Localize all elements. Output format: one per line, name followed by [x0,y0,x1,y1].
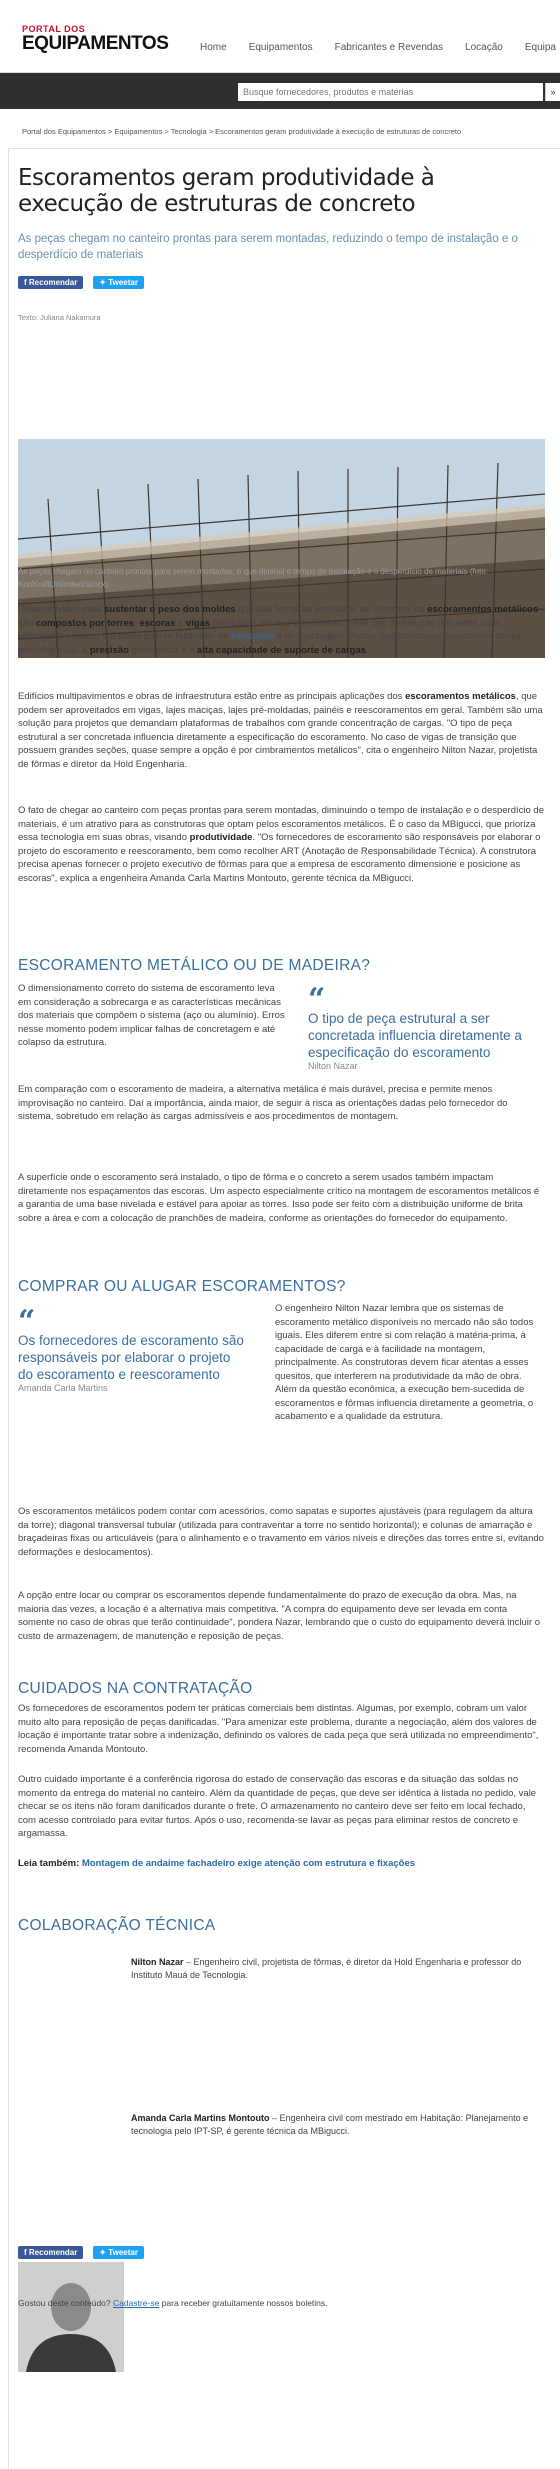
facebook-label: Recomendar [28,2248,78,2257]
main-nav [200,42,556,53]
pull-quote-1 [308,982,536,1071]
quote-1-author: Nilton Nazar [308,1061,358,1071]
paragraph-5: Em comparação com o escoramento de madeira, a alternativa metálica é mais durável, precisa e permite menos improvisação no canteiro. Daí a importância, ainda maior, de seguir à risca as orientações dadas pelo fornecedor do sistema, sobretudo em relação às cargas admissíveis e aos procedimentos de montagem. [18,1084,508,1122]
link-transporte[interactable]: transporte [231,631,275,642]
twitter-label: Tweetar [108,2248,138,2257]
paragraph-10: Os fornecedores de escoramentos podem ter práticas comerciais bem distintas. Algumas, por exemplo, cobram um valor muito alto para reposição de peças danificadas. "Para amenizar este problema, durante a negociação, além dos valores de locação é importante tratar sobre a indenização, definindo os valores de cada peça que será utilizada no empreendimento", recomenda Amanda Montouto. [18,1703,539,1755]
breadcrumb-current: Escoramentos geram produtividade à execução de estruturas de concreto [215,127,462,136]
read-also-link[interactable]: Montagem de andaime fachadeiro exige atenção com estrutura e fixações [81,1858,416,1869]
nav-equipa[interactable]: Equipa [524,42,556,53]
search-bar [0,73,560,109]
paragraph-6: A superfície onde o escoramento será instalado, o tipo de fôrma e o concreto a serem usados também impactam diretamente nos espaçamentos das escoras. Um aspecto especialmente crítico na montagem de escoramentos metálicos é a garantia de uma base nivelada e estável para apoiar as torres. Isso pode ser feito com a distribuição uniforme de brita sobre a área e com a colocação de pranchões de madeira, conforme as orientações do fornecedor do equipamento. [18,1172,540,1224]
collab-2: Amanda Carla Martins Montouto – Engenheira civil com mestrado em Habitação: Planejamento e tecnologia pelo IPT-SP, é gerente técnica da MBigucci. [131,2113,529,2136]
collab-1: Nilton Nazar – Engenheiro civil, projetista de fôrmas, é diretor da Hold Engenharia e professor do Instituto Mauá de Tecnologia. [131,1957,522,1980]
twitter-label: Tweetar [108,278,138,287]
section-heading-cuidados: CUIDADOS NA CONTRATAÇÃO [18,1680,253,1697]
person-photo-icon [18,2262,124,2372]
paragraph-8: Os escoramentos metálicos podem contar com acessórios, como sapatas e suportes ajustáveis (para regulagem da altura da torre); diagonal transversal tubular (utilizada para contraventar a torre no sentido horizontal); e colunas de amarração e braçadeiras fixas ou articuláveis (para o alinhamento e o travamento em vários níveis e direções das torres entre si, evitando deformações e deslocamentos). [18,1506,544,1558]
topbar [0,0,560,73]
avatar-nilton-nazar [18,2262,124,2372]
paragraph-3: O fato de chegar ao canteiro com peças prontas para serem montadas, diminuindo o tempo de instalação e o desperdício de materiais, é um atrativo para as construtoras que optam pelos escoramentos metálicos. É o caso da MBigucci, que prioriza essa tecnologia em suas obras, visando produtividade. "Os fornecedores de escoramento são responsáveis por elaborar o projeto do escoramento e reescoramento, bem como recolher ART (Anotação de Responsabilidade Técnica). A construtora precisa apenas fornecer o projeto executivo de fôrmas para que a empresa de escoramento dimensione e posicione as escoras", explica a engenheira Amanda Carla Martins Montouto, gerente técnica da MBigucci. [18,805,544,884]
quote-icon: “ [18,1304,36,1339]
share-buttons-top [18,276,545,289]
page-title: Escoramentos geram produtividade à execução de estruturas de concreto [18,165,435,217]
section-heading-colaboracao: COLABORAÇÃO TÉCNICA [18,1917,216,1934]
facebook-icon: f [24,2248,29,2257]
breadcrumb-tecnologia[interactable]: Tecnologia [170,127,207,136]
logo-bottom-text: EQUIPAMENTOS [22,33,169,54]
quote-2-author: Amanda Carla Martins [18,1383,108,1393]
share-buttons-bottom [18,2246,545,2259]
breadcrumb-sep: > [105,127,115,136]
quote-2-text: Os fornecedores de escoramento são responsáveis por elaborar o projeto do escoramento e reescoramento [18,1333,244,1382]
twitter-icon: ✦ [99,278,109,287]
signup-link[interactable]: Cadastre-se [113,2298,160,2308]
read-also [18,1857,545,1871]
twitter-tweet-button[interactable] [93,276,144,289]
quote-1-text: O tipo de peça estrutural a ser concretada influencia diretamente a especificação do escoramento [308,1011,522,1060]
paragraph-9: A opção entre locar ou comprar os escoramentos depende fundamentalmente do prazo de execução da obra. Mas, na maioria das vezes, a locação é a alternativa mais competitiva. "A compra do equipamento deve ser levada em conta somente no caso de obras que terão continuidade", pondera Nazar, lembrando que o custo do equipamento deverá incluir o custo de armazenagem, de manutenção e reposição de peças. [18,1590,540,1642]
section-heading-comprar: COMPRAR OU ALUGAR ESCORAMENTOS? [18,1278,346,1295]
breadcrumb-home[interactable]: Portal dos Equipamentos [22,127,106,136]
nav-locacao[interactable]: Locação [465,42,503,53]
facebook-icon: f [24,278,29,287]
search-input[interactable] [238,83,543,101]
twitter-tweet-button[interactable] [93,2246,144,2259]
breadcrumb-sep: > [206,127,216,136]
breadcrumb-sep: > [162,127,171,136]
breadcrumb [22,127,461,136]
logo-top-text: PORTAL DOS [22,24,86,34]
section-heading-metalico: ESCORAMENTO METÁLICO OU DE MADEIRA? [18,957,371,974]
read-also-label: Leia também: [18,1858,80,1869]
paragraph-2: Edifícios multipavimentos e obras de infraestrutura estão entre as principais aplicações dos escoramentos metálicos, que podem ser aproveitados em vigas, lajes maciças, lajes pré-moldadas, painéis e reescoramentos em geral. Também são uma solução para projetos que demandam plataformas de trabalhos com grande concentração de cargas. "O tipo de peça estrutural a ser concretada influencia diretamente a especificação do escoramento. No caso de vigas de transição que possuem grandes seções, quase sempre a opção é por cimbramentos metálicos", cita o engenheiro Nilton Nazar, projetista de fôrmas e diretor da Hold Engenharia. [18,691,543,770]
paragraph-4: O dimensionamento correto do sistema de escoramento leva em consideração a sobrecarga e as características mecânicas dos materiais que compõem o sistema (aço ou alumínio). Erros nesse momento podem implicar falhas de concretagem e até colapso da estrutura. [18,983,285,1048]
paragraph-7: O engenheiro Nilton Nazar lembra que os sistemas de escoramento metálico disponíveis no mercado não são todos iguais. Eles diferem entre si com relação à matéria-prima, à capacidade de carga e à facilidade na montagem, principalmente. As construtoras devem ficar atentas a esses quesitos, que interferem na produtividade da mão de obra. Além da questão econômica, a execução bem-sucedida de escoramentos e fôrmas influencia diretamente a geometria, o acabamento e a qualidade da estrutura. [275,1303,534,1422]
paragraph-1: Desenvolvidos para sustentar o peso dos moldes que dão forma às estruturas de concreto, os escoramentos metálicos são compostos por torres, escoras e vigas fabricadas em aço ou alumínio. Esse tipo de solução tem entre suas vantagens a leveza e a consequente facilidade de transporte e de montagem. Outras características importantes dessa tecnologia são a precisão geométrica e a alta capacidade de suporte de cargas. [18,604,539,656]
newsletter-cta: Gostou deste conteúdo? Cadastre-se para receber gratuitamente nossos boletins. [18,2298,328,2308]
site-logo[interactable] [22,24,168,54]
nav-fabricantes[interactable]: Fabricantes e Revendas [334,42,444,53]
facebook-recommend-button[interactable] [18,276,83,289]
article-author: Texto: Juliana Nakamura [18,313,101,322]
facebook-label: Recomendar [28,278,78,287]
nav-equipamentos[interactable]: Equipamentos [248,42,313,53]
site-header [0,0,560,96]
breadcrumb-equipamentos[interactable]: Equipamentos [114,127,163,136]
twitter-icon: ✦ [99,2248,109,2257]
nav-home[interactable]: Home [200,42,227,53]
paragraph-11: Outro cuidado importante é a conferência rigorosa do estado de conservação das escoras e da situação das soldas no momento da entrega do material no canteiro. Além da quantidade de peças, que deve ser idêntica à listada no pedido, vale checar se os itens não foram danificados durante o frete. O armazenamento no canteiro deve ser feito em local fechado, com acesso controlado para evitar furtos. Após o uso, recomenda-se lavar as peças para eliminar restos de concreto e argamassa. [18,1774,537,1839]
facebook-recommend-button[interactable] [18,2246,83,2259]
quote-icon: “ [308,982,326,1017]
pull-quote-2 [18,1304,248,1393]
search-button[interactable]: » [545,83,560,101]
article-subtitle: As peças chegam no canteiro prontas para serem montadas, reduzindo o tempo de instalação e o desperdício de materiais [18,233,518,261]
photo-caption: As peças chegam no canteiro prontas para serem montadas, o que diminui o tempo de instalação e o desperdício de materiais (foto: Kor/KraftUnlimited/istock) [18,567,489,589]
